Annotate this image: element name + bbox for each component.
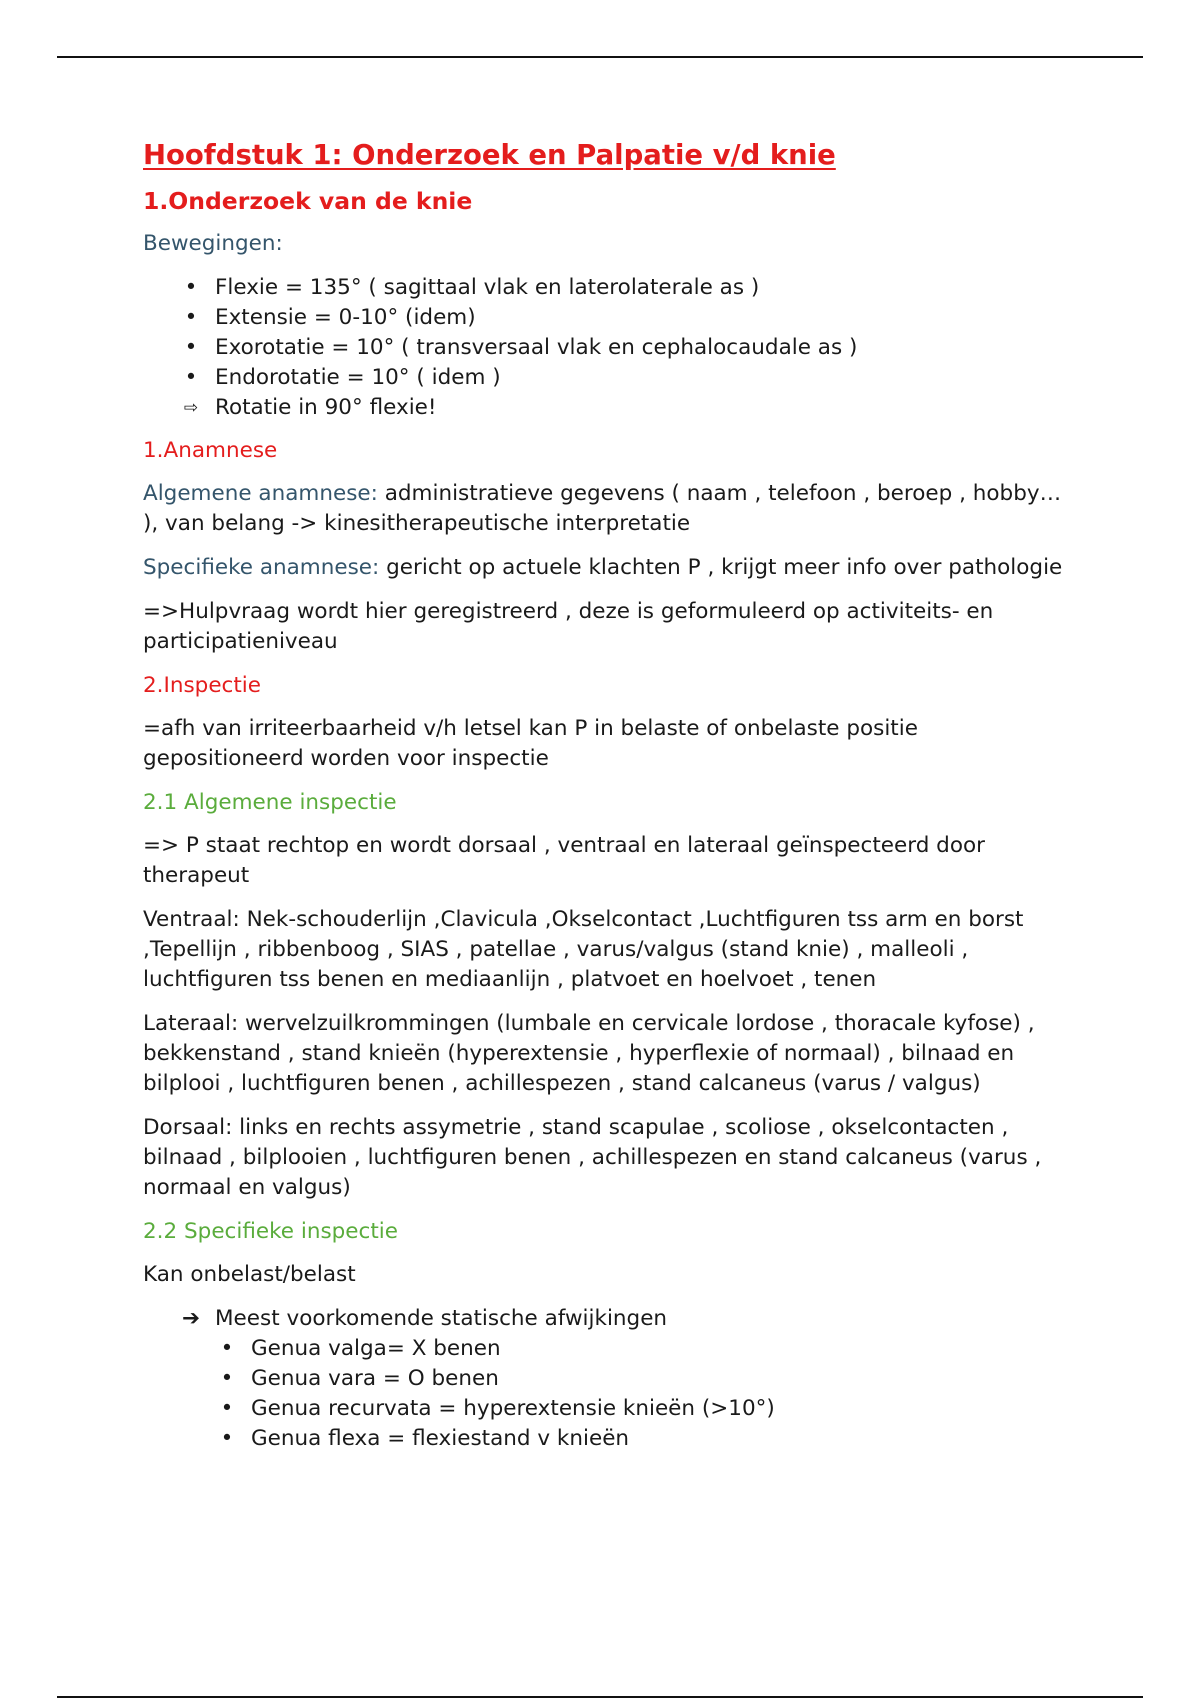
list-item [143, 1394, 1083, 1424]
section-heading-inspectie: 2.Inspectie [143, 673, 262, 698]
movement-text: Endorotatie = 10° ( idem ) [215, 365, 501, 390]
general-inspection-intro: => P staat rechtop en wordt dorsaal , ventraal en lateraal geïnspecteerd door therapeut [143, 833, 985, 888]
specific-inspection-intro: Kan onbelast/belast [143, 1262, 356, 1287]
page-title: Hoofdstuk 1: Onderzoek en Palpatie v/d knie [143, 139, 836, 171]
movement-text: Exorotatie = 10° ( transversaal vlak en cephalocaudale as ) [215, 335, 858, 360]
header-rule [57, 56, 1143, 58]
lateral-paragraph: Lateraal: wervelzuilkrommingen (lumbale en cervicale lordose , thoracale kyfose) , bekkenstand , stand knieën (hyperextensie , hyperflexie of normaal) , bilnaad en bilplooi , luchtfiguren benen , achillespezen , stand calcaneus (varus / valgus) [143, 1011, 1035, 1096]
list-item [143, 393, 1083, 423]
specific-anamnese-paragraph [143, 553, 1083, 583]
bullet-icon: • [220, 1426, 234, 1451]
bullet-icon: • [220, 1366, 234, 1391]
arrow-outline-icon: ⇨ [183, 398, 199, 418]
movements-label: Bewegingen: [143, 231, 283, 256]
deviation-text: Genua recurvata = hyperextensie knieën (>10°) [251, 1396, 775, 1421]
subsection-heading-specific-inspection: 2.2 Specifieke inspectie [143, 1219, 398, 1244]
list-item [143, 273, 1083, 303]
bullet-icon: • [184, 365, 198, 390]
arrow-right-icon: ➔ [181, 1306, 200, 1331]
list-item [143, 303, 1083, 333]
list-item [143, 1424, 1083, 1454]
general-anamnese-label: Algemene anamnese: [143, 481, 378, 506]
movement-text: Flexie = 135° ( sagittaal vlak en laterolaterale as ) [215, 275, 760, 300]
movement-note: Rotatie in 90° flexie! [215, 395, 437, 420]
bullet-icon: • [220, 1336, 234, 1361]
section-heading-anamnese: 1.Anamnese [143, 438, 278, 463]
bullet-icon: • [184, 335, 198, 360]
movement-text: Extensie = 0-10° (idem) [215, 305, 476, 330]
deviations-list [143, 1304, 1083, 1334]
list-item [143, 363, 1083, 393]
deviation-text: Genua valga= X benen [251, 1336, 501, 1361]
deviation-text: Genua vara = O benen [251, 1366, 499, 1391]
bullet-icon: • [184, 305, 198, 330]
bullet-icon: • [220, 1396, 234, 1421]
deviations-heading: Meest voorkomende statische afwijkingen [215, 1306, 668, 1331]
list-item [143, 333, 1083, 363]
dorsal-paragraph: Dorsaal: links en rechts assymetrie , stand scapulae , scoliose , okselcontacten , bilnaad , bilplooien , luchtfiguren benen , achillespezen en stand calcaneus (varus , normaal en valgus) [143, 1115, 1042, 1200]
list-item [143, 1304, 1083, 1334]
specific-anamnese-label: Specifieke anamnese: [143, 555, 380, 580]
specific-anamnese-text: gericht op actuele klachten P , krijgt meer info over pathologie [386, 555, 1063, 580]
list-item [143, 1334, 1083, 1364]
deviations-sublist [143, 1334, 1083, 1454]
general-anamnese-text: administratieve gegevens ( naam , telefoon , beroep , hobby… ), van belang -> kinesitherapeutische interpretatie [143, 481, 1062, 536]
inspectie-intro: =afh van irriteerbaarheid v/h letsel kan P in belaste of onbelaste positie gepositioneerd worden voor inspectie [143, 716, 918, 771]
general-anamnese-paragraph [143, 479, 1083, 539]
list-item [143, 1364, 1083, 1394]
footer-rule [57, 1696, 1143, 1698]
subsection-heading-general-inspection: 2.1 Algemene inspectie [143, 790, 397, 815]
document-page [143, 135, 1083, 1454]
movements-list [143, 273, 1083, 423]
help-question-paragraph: =>Hulpvraag wordt hier geregistreerd , deze is geformuleerd op activiteits- en participatieniveau [143, 599, 994, 654]
deviation-text: Genua flexa = flexiestand v knieën [251, 1426, 630, 1451]
section-heading-onderzoek: 1.Onderzoek van de knie [143, 187, 473, 215]
bullet-icon: • [184, 275, 198, 300]
ventral-paragraph: Ventraal: Nek-schouderlijn ,Clavicula ,Okselcontact ,Luchtfiguren tss arm en borst ,Tepellijn , ribbenboog , SIAS , patellae , varus/valgus (stand knie) , malleoli , luchtfiguren tss benen en mediaanlijn , platvoet en hoelvoet , tenen [143, 907, 1024, 992]
